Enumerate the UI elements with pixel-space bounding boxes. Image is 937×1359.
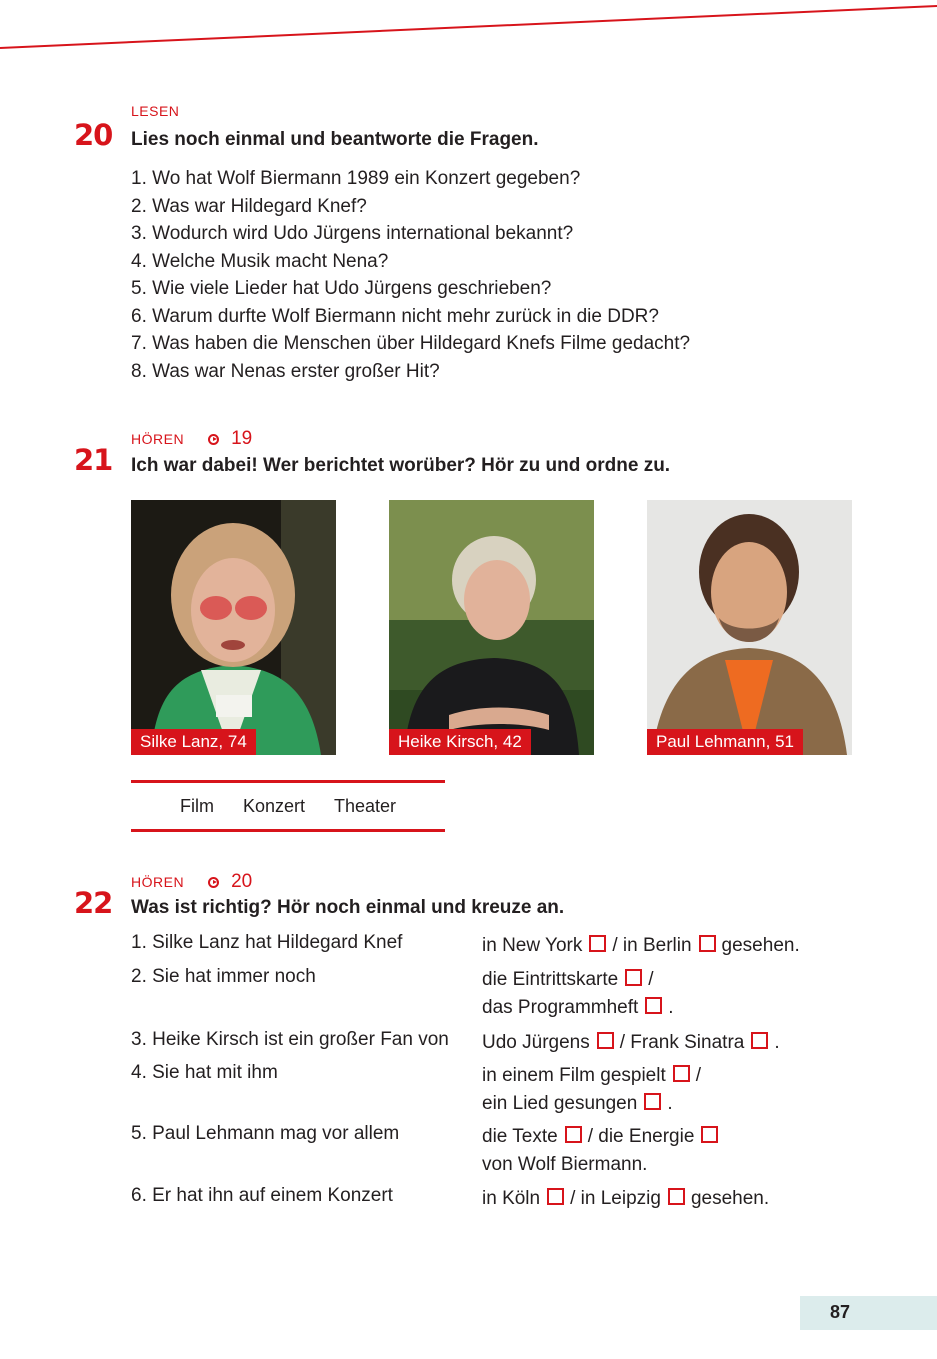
statement-text: 6. Er hat ihn auf einem Konzert [131,1185,393,1206]
answer-checkbox[interactable] [644,1093,661,1110]
exercise-instruction: Ich war dabei! Wer berichtet worüber? Hör zu und ordne zu. [131,455,671,476]
option-text: in New York [482,935,583,956]
option-text: . [774,1032,780,1053]
option-text: von Wolf Biermann. [482,1154,648,1175]
option-text: die Eintrittskarte [482,969,619,990]
option-text: gesehen. [721,935,800,956]
photo-caption: Heike Kirsch, 42 [389,729,531,755]
question-item: 6. Warum durfte Wolf Biermann nicht mehr zurück in die DDR? [131,305,659,327]
option-text: das Programmheft [482,997,639,1018]
exercise-instruction: Was ist richtig? Hör noch einmal und kreuze an. [131,897,565,918]
option-text: / Frank Sinatra [619,1032,745,1053]
audio-track[interactable] [208,428,252,450]
statement-options [482,1185,769,1213]
answer-checkbox[interactable] [701,1126,718,1143]
portrait-image [389,500,594,755]
page-number-tab [800,1296,937,1330]
question-list [131,165,690,385]
exercise-number: 20 [74,118,113,152]
portrait-image [647,500,852,755]
question-item: 4. Welche Musik macht Nena? [131,250,389,272]
answer-checkbox[interactable] [547,1188,564,1205]
option-text: gesehen. [690,1188,770,1209]
option-text: / in Berlin [612,935,692,956]
question-item: 1. Wo hat Wolf Biermann 1989 ein Konzert gegeben? [131,168,581,189]
header-rule [0,0,937,60]
option-text: in Köln [482,1188,541,1209]
audio-play-icon [208,877,219,888]
skill-label-hoeren [131,428,252,450]
skill-text: HÖREN [131,874,185,890]
answer-checkbox[interactable] [625,969,642,986]
photo-caption: Paul Lehmann, 51 [647,729,803,755]
portrait-image [131,500,336,755]
skill-label-hoeren [131,871,252,893]
statement-text: 4. Sie hat mit ihm [131,1062,278,1083]
statement-text: 3. Heike Kirsch ist ein großer Fan von [131,1029,449,1050]
track-number: 19 [231,428,253,449]
audio-play-icon [208,434,219,445]
question-item: 2. Was war Hildegard Knef? [131,195,367,217]
track-number: 20 [231,871,253,892]
photo-paul-lehmann [647,500,852,755]
question-item: 5. Wie viele Lieder hat Udo Jürgens geschrieben? [131,278,552,299]
exercise-number: 22 [74,886,113,920]
answer-checkbox[interactable] [673,1065,690,1082]
option-text: / [648,969,654,990]
answer-checkbox[interactable] [668,1188,685,1205]
page-number: 87 [830,1302,851,1322]
question-item: 7. Was haben die Menschen über Hildegard Knefs Filme gedacht? [131,333,691,354]
statement-options [482,966,674,1022]
answer-checkbox[interactable] [751,1032,768,1049]
question-item: 8. Was war Nenas erster großer Hit? [131,360,440,382]
skill-label-lesen: LESEN [131,103,180,119]
exercise-number: 21 [74,443,113,477]
option-text: . [667,1093,673,1114]
answer-checkbox[interactable] [597,1032,614,1049]
word-konzert: Konzert [242,795,305,816]
photo-heike-kirsch [389,500,594,755]
word-film: Film [179,795,214,816]
photo-silke-lanz [131,500,336,755]
word-theater: Theater [334,795,397,816]
option-text: / [695,1065,702,1086]
statement-options [482,1123,724,1179]
statement-options [482,1029,780,1057]
option-text: die Texte [482,1126,558,1147]
photo-caption: Silke Lanz, 74 [131,729,256,755]
answer-checkbox[interactable] [645,997,662,1014]
statement-text: 5. Paul Lehmann mag vor allem [131,1123,400,1144]
skill-text: HÖREN [131,431,185,447]
word-box [131,780,445,832]
option-text: Udo Jürgens [482,1032,590,1053]
audio-track[interactable] [208,871,252,893]
answer-checkbox[interactable] [565,1126,582,1143]
statement-options [482,1062,701,1118]
option-text: in einem Film gespielt [482,1065,666,1086]
option-text: / in Leipzig [570,1188,661,1209]
exercise-instruction: Lies noch einmal und beantworte die Fragen. [131,129,539,150]
statement-text: 2. Sie hat immer noch [131,966,316,987]
statement-options [482,932,800,960]
answer-checkbox[interactable] [589,935,606,952]
question-item: 3. Wodurch wird Udo Jürgens international bekannt? [131,223,574,244]
option-text: ein Lied gesungen [482,1093,638,1114]
statement-text: 1. Silke Lanz hat Hildegard Knef [131,932,403,953]
option-text: / die Energie [587,1126,695,1147]
option-text: . [668,997,674,1018]
answer-checkbox[interactable] [699,935,716,952]
